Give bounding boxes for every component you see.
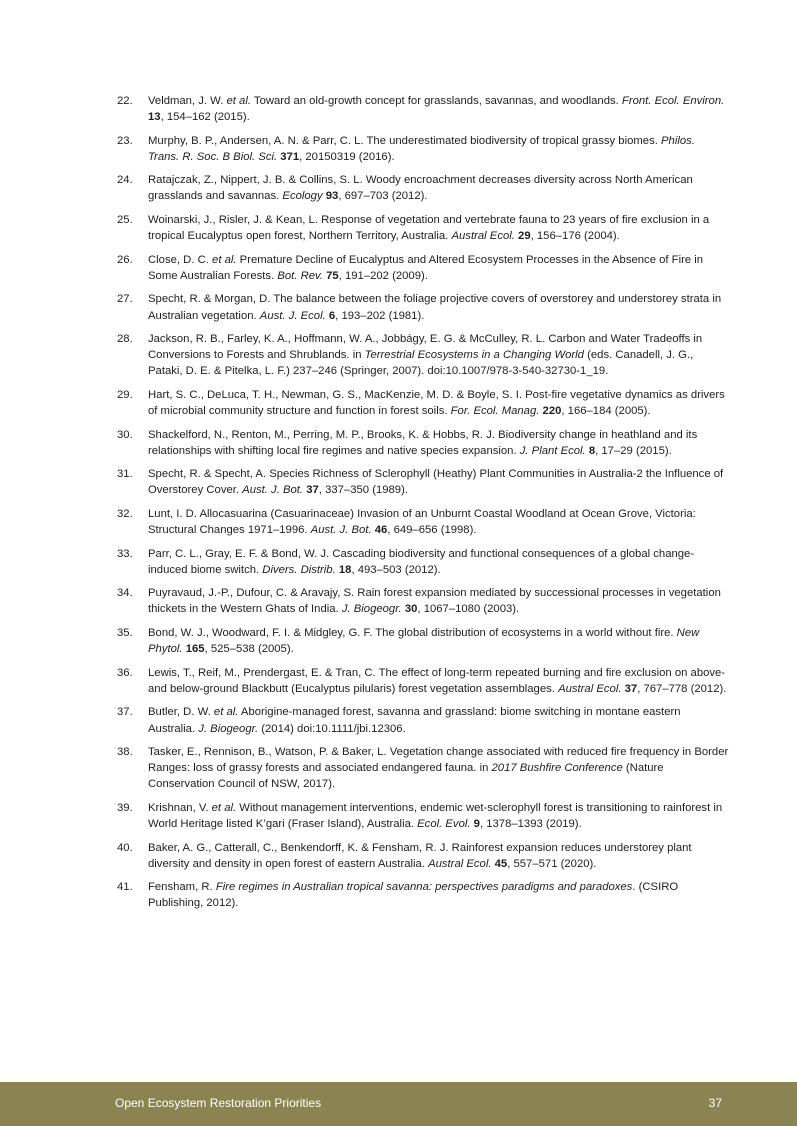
reference-segment: (eds. Canadell, J. G., Pataki, D. E. & Pitelka, L. F.) 237–246 (Springer, 2007). doi:10.1007/978-3-540-32730-1_19. [148, 349, 694, 378]
reference-text [148, 546, 729, 578]
reference-segment: Parr, C. L., Gray, E. F. & Bond, W. J. Cascading biodiversity and functional consequences of a global change-induced biome switch. [148, 547, 695, 576]
reference-number: 40. [117, 841, 133, 854]
reference-segment: Lunt, I. D. Allocasuarina (Casuarinaceae) Invasion of an Unburnt Coastal Woodland at Ocean Grove, Victoria: Structural Changes 1971–1996. [148, 507, 696, 537]
reference-number: 36. [117, 666, 133, 679]
reference-text [148, 291, 729, 323]
reference-segment: Murphy, B. P., Andersen, A. N. & Parr, C. L. The underestimated biodiversity of tropical grassy biomes. [148, 134, 661, 147]
reference-text [148, 879, 729, 911]
reference-italic: Bot. Rev. [277, 269, 323, 282]
reference-number: 29. [117, 388, 133, 401]
reference-text [148, 387, 729, 419]
reference-segment: Krishnan, V. [148, 801, 212, 814]
reference-italic: et al. [226, 95, 251, 107]
reference-text [148, 800, 729, 832]
reference-number: 39. [117, 801, 133, 814]
reference-segment: , 191–202 (2009). [338, 269, 428, 282]
reference-italic: Austral Ecol. [451, 230, 515, 243]
reference-volume: 46 [374, 524, 388, 537]
reference-text [148, 744, 729, 792]
reference-item [117, 840, 729, 872]
reference-segment: Jackson, R. B., Farley, K. A., Hoffmann, W. A., Jobbágy, E. G. & McCulley, R. L. Carbon and Water Tradeoffs in Conversions to Forests and Shrublands. in [148, 333, 703, 362]
reference-text [148, 665, 729, 697]
reference-number: 35. [117, 627, 133, 640]
reference-segment: . (CSIRO Publishing, 2012). [148, 881, 679, 910]
reference-item [117, 291, 729, 323]
reference-number: 26. [117, 253, 133, 266]
reference-text [148, 172, 729, 204]
reference-segment: , 697–703 (2012). [338, 190, 428, 203]
reference-segment: , 156–176 (2004). [530, 230, 620, 243]
reference-italic: Austral Ecol. [428, 857, 492, 870]
reference-volume: 37 [306, 484, 319, 497]
reference-item [117, 665, 729, 697]
reference-segment: , 525–538 (2005). [204, 643, 294, 656]
reference-italic: Aust. J. Bot. [242, 484, 304, 497]
reference-italic: Fire regimes in Australian tropical savanna: perspectives paradigms and paradoxes [215, 881, 633, 894]
reference-text [148, 427, 729, 459]
reference-italic: Ecology [282, 190, 323, 203]
reference-italic: 2017 Bushfire Conference [491, 762, 623, 775]
reference-volume: 37 [624, 682, 638, 695]
reference-italic: New Phytol. [148, 627, 700, 656]
reference-number: 28. [117, 333, 133, 346]
reference-item [117, 252, 729, 284]
reference-italic: Terrestrial Ecosystems in a Changing World [364, 349, 584, 362]
reference-text [148, 625, 729, 657]
reference-item [117, 546, 729, 578]
reference-item [117, 879, 729, 911]
reference-text [148, 840, 729, 872]
reference-item [117, 625, 729, 657]
reference-list [117, 93, 729, 919]
reference-text [148, 331, 729, 379]
reference-volume: 9 [473, 817, 480, 830]
reference-number: 38. [117, 746, 133, 759]
reference-volume: 220 [542, 405, 562, 417]
reference-item [117, 172, 729, 204]
reference-text [148, 212, 729, 244]
reference-number: 31. [117, 468, 133, 481]
reference-item [117, 133, 729, 165]
reference-segment: (2014) doi:10.1111/jbi.12306. [258, 722, 406, 735]
reference-text [148, 93, 729, 125]
reference-segment: Tasker, E., Rennison, B., Watson, P. & Baker, L. Vegetation change associated with reduced fire frequency in Border Ranges: loss of grassy forests and associated endangered fauna. in [148, 746, 729, 775]
reference-volume: 75 [326, 269, 339, 282]
reference-number: 41. [117, 881, 133, 894]
reference-segment: Woinarski, J., Risler, J. & Kean, L. Response of vegetation and vertebrate fauna to 23 years of fire exclusion in a tropical Eucalyptus open forest, Northern Territory, Australia. [148, 214, 710, 243]
reference-volume: 45 [494, 857, 508, 870]
reference-item [117, 387, 729, 419]
reference-italic: Austral Ecol. [558, 682, 622, 695]
reference-italic: et al. [212, 253, 237, 266]
reference-segment: Aborigine-managed forest, savanna and grassland: biome switching in montane eastern Australia. [148, 706, 681, 735]
reference-segment: Puyravaud, J.-P., Dufour, C. & Aravajy, S. Rain forest expansion mediated by successional processes in vegetation thickets in the Western Ghats of India. [148, 587, 721, 616]
reference-italic: Divers. Distrib. [262, 563, 336, 576]
reference-item [117, 704, 729, 736]
reference-segment: (Nature Conservation Council of NSW, 2017). [148, 762, 664, 791]
reference-segment: , 166–184 (2005). [561, 405, 651, 417]
reference-volume: 30 [404, 603, 418, 616]
reference-item [117, 93, 729, 125]
reference-segment: , 557–571 (2020). [507, 857, 597, 870]
page-footer [0, 1082, 797, 1126]
reference-italic: J. Biogeogr. [341, 603, 402, 616]
reference-segment: Baker, A. G., Catterall, C., Benkendorff, K. & Fensham, R. J. Rainforest expansion reduces understorey plant diversity and density in open forest of eastern Australia. [148, 841, 692, 870]
reference-text [148, 704, 729, 736]
reference-number: 34. [117, 587, 133, 600]
reference-segment: Shackelford, N., Renton, M., Perring, M. P., Brooks, K. & Hobbs, R. J. Biodiversity change in heathland and its relationships with shifting local fire regimes and native species expansion. [148, 428, 698, 457]
reference-segment: , 649–656 (1998). [387, 524, 477, 537]
reference-italic: Front. Ecol. Environ. [621, 95, 725, 107]
reference-number: 33. [117, 547, 133, 560]
reference-italic: et al. [211, 801, 237, 814]
reference-segment: Toward an old-growth concept for grasslands, savannas, and woodlands. [250, 95, 622, 107]
reference-number: 25. [117, 214, 133, 227]
reference-volume: 13 [148, 111, 161, 124]
reference-item [117, 427, 729, 459]
reference-text [148, 466, 729, 498]
reference-segment: , 337–350 (1989). [318, 484, 408, 497]
reference-number: 30. [117, 428, 133, 441]
reference-item [117, 212, 729, 244]
reference-segment: , 193–202 (1981). [335, 309, 425, 322]
reference-text [148, 252, 729, 284]
reference-item [117, 744, 729, 792]
reference-segment: Bond, W. J., Woodward, F. I. & Midgley, G. F. The global distribution of ecosystems in a world without fire. [148, 627, 677, 640]
reference-item [117, 800, 729, 832]
reference-segment: , 1378–1393 (2019). [479, 817, 582, 830]
reference-segment: , 767–778 (2012). [637, 682, 727, 695]
page-number: 37 [708, 1096, 722, 1110]
reference-number: 22. [117, 95, 133, 107]
reference-item [117, 506, 729, 538]
reference-segment: , 20150319 (2016). [299, 150, 395, 163]
reference-italic: Aust. J. Bot. [310, 524, 372, 537]
reference-segment: Premature Decline of Eucalyptus and Altered Ecosystem Processes in the Absence of Fire in Some Australian Forests. [148, 253, 704, 282]
reference-item [117, 466, 729, 498]
reference-segment: , 17–29 (2015). [595, 444, 672, 457]
reference-number: 32. [117, 507, 133, 520]
reference-volume: 29 [518, 230, 531, 243]
reference-text [148, 585, 729, 617]
reference-item [117, 585, 729, 617]
reference-italic: Philos. Trans. R. Soc. B Biol. Sci. [148, 134, 695, 163]
footer-title: Open Ecosystem Restoration Priorities [115, 1096, 322, 1110]
reference-segment: Hart, S. C., DeLuca, T. H., Newman, G. S., MacKenzie, M. D. & Boyle, S. I. Post-fire vegetative dynamics as drivers of microbial community structure and function in forest soils. [148, 388, 725, 417]
reference-segment: , 1067–1080 (2003). [417, 603, 520, 616]
reference-segment: , 154–162 (2015). [160, 111, 250, 124]
reference-volume: 165 [185, 643, 205, 656]
reference-text [148, 506, 729, 538]
reference-segment: Butler, D. W. [148, 706, 214, 719]
reference-segment: , 493–503 (2012). [351, 563, 441, 576]
reference-segment: Fensham, R. [148, 881, 216, 894]
reference-volume: 18 [338, 563, 352, 576]
reference-number: 27. [117, 293, 133, 306]
reference-segment: Without management interventions, endemic wet-sclerophyll forest is transitioning to rainforest in World Heritage listed K’gari (Fraser Island), Australia. [148, 801, 723, 830]
reference-volume: 371 [280, 150, 300, 163]
reference-segment: Close, D. C. [148, 253, 213, 266]
reference-segment: Specht, R. & Morgan, D. The balance between the foliage projective covers of overstorey and understorey strata in Australian vegetation. [148, 293, 722, 322]
reference-text [148, 133, 729, 165]
reference-italic: Aust. J. Ecol. [259, 309, 326, 322]
reference-volume: 6 [328, 309, 336, 322]
reference-number: 37. [117, 706, 133, 719]
reference-volume: 8 [588, 444, 596, 457]
reference-italic: et al. [213, 706, 239, 719]
reference-segment: Specht, R. & Specht, A. Species Richness of Sclerophyll (Heathy) Plant Communities in Australia‐2 the Influence of Overstorey Cover. [148, 468, 724, 497]
reference-segment: Veldman, J. W. [148, 95, 227, 107]
reference-number: 23. [117, 134, 133, 147]
reference-segment: Ratajczak, Z., Nippert, J. B. & Collins, S. L. Woody encroachment decreases diversity across North American grasslands and savannas. [148, 174, 693, 203]
reference-italic: J. Biogeogr. [198, 722, 259, 735]
reference-italic: Ecol. Evol. [417, 817, 471, 830]
reference-volume: 93 [325, 190, 339, 203]
reference-italic: J. Plant Ecol. [519, 444, 586, 457]
reference-italic: For. Ecol. Manag. [450, 405, 540, 417]
reference-segment: Lewis, T., Reif, M., Prendergast, E. & Tran, C. The effect of long-term repeated burning and fire exclusion on above- and below-ground Blackbutt (Eucalyptus pilularis) forest vegetation assemblages. [148, 666, 726, 695]
reference-item [117, 331, 729, 379]
reference-number: 24. [117, 174, 133, 187]
